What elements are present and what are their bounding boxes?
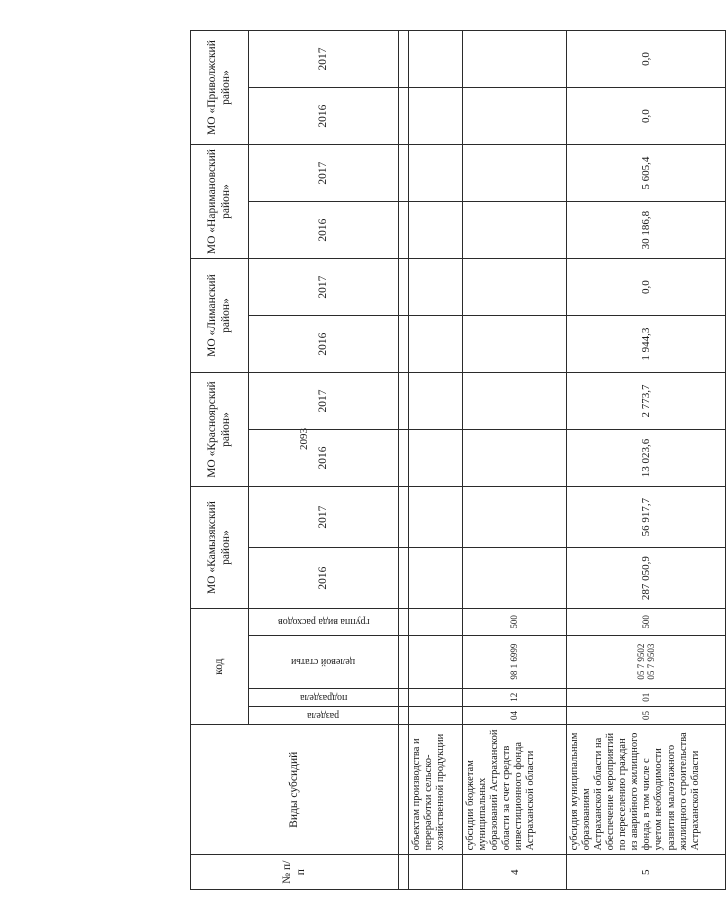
value-cell: 1 944,3: [567, 316, 726, 373]
spacer-cell: [399, 31, 409, 88]
header-code-razdel-cell: [249, 706, 399, 724]
spacer-cell: [399, 88, 409, 145]
value-cell: [463, 316, 567, 373]
table-row: [463, 31, 567, 890]
year-d4-2017: 2017: [249, 31, 399, 88]
header-district-2: МО «Лиманский район»: [191, 259, 249, 373]
row-csr: 98 1 6999: [463, 635, 567, 688]
value-cell: [463, 373, 567, 430]
value-cell: 0,0: [567, 88, 726, 145]
spacer-cell: [399, 725, 409, 855]
value-cell: [463, 487, 567, 548]
header-code-podrazdel-cell: [249, 688, 399, 706]
value-cell: [463, 202, 567, 259]
value-cell: [409, 430, 463, 487]
spacer-cell: [399, 316, 409, 373]
row-podrazdel: 12: [463, 688, 567, 706]
spacer-cell: [399, 145, 409, 202]
subsidy-table: [190, 30, 726, 890]
header-code-vr: группа вида расходов: [277, 616, 370, 628]
spacer-cell: [399, 373, 409, 430]
value-cell: 5 605,4: [567, 145, 726, 202]
row-razdel: [409, 706, 463, 724]
year-d0-2017: 2017: [249, 487, 399, 548]
value-cell: [463, 145, 567, 202]
spacer-cell: [399, 548, 409, 609]
spacer-cell: [399, 487, 409, 548]
row-csr: [409, 635, 463, 688]
value-cell: [463, 430, 567, 487]
header-code-vr-cell: [249, 609, 399, 635]
value-cell: [409, 145, 463, 202]
value-cell: 0,0: [567, 259, 726, 316]
year-d3-2016: 2016: [249, 202, 399, 259]
table-row: [567, 31, 726, 890]
row-vr: 500: [463, 609, 567, 635]
row-podrazdel: 01: [567, 688, 726, 706]
year-d4-2016: 2016: [249, 88, 399, 145]
row-type: субсидии бюджетам муниципальных образований Астраханской области за счет средств инвестиционного фонда Астраханской области: [463, 725, 567, 855]
value-cell: 0,0: [567, 31, 726, 88]
year-d0-2016: 2016: [249, 548, 399, 609]
row-podrazdel: [409, 688, 463, 706]
year-d1-2017: 2017: [249, 373, 399, 430]
year-d3-2017: 2017: [249, 145, 399, 202]
row-vr: [409, 609, 463, 635]
header-code-razdel: раздела: [307, 710, 340, 721]
year-d2-2017: 2017: [249, 259, 399, 316]
spacer-cell: [399, 706, 409, 724]
row-razdel: 05: [567, 706, 726, 724]
page-number: 2093: [298, 428, 310, 450]
header-district-3: МО «Наримановский район»: [191, 145, 249, 259]
spacer-cell: [399, 202, 409, 259]
spacer-cell: [399, 430, 409, 487]
value-cell: 2 773,7: [567, 373, 726, 430]
row-csr: 05 7 9502 05 7 9503: [567, 635, 726, 688]
spacer-cell: [399, 609, 409, 635]
spacer-cell: [399, 635, 409, 688]
row-type: субсидия муниципальным образованиям Астраханской области на обеспечение мероприятий по переселению граждан из аварийного жилищного фонда, в том числе с учетом необходимости развития малоэтажного жилищного строительства Астраханской области: [567, 725, 726, 855]
value-cell: [409, 202, 463, 259]
subsidy-table-container: [190, 30, 701, 890]
value-cell: [463, 259, 567, 316]
spacer-cell: [399, 259, 409, 316]
value-cell: 287 050,9: [567, 548, 726, 609]
value-cell: 13 023,6: [567, 430, 726, 487]
row-num: 5: [567, 855, 726, 890]
value-cell: [463, 88, 567, 145]
value-cell: 30 186,8: [567, 202, 726, 259]
value-cell: [409, 259, 463, 316]
value-cell: 56 917,7: [567, 487, 726, 548]
year-d1-2016: 2016: [249, 430, 399, 487]
header-num: № п/п: [191, 855, 399, 890]
value-cell: [409, 487, 463, 548]
value-cell: [409, 88, 463, 145]
table-row: [409, 31, 463, 890]
row-type: объектам производства и переработки сельско-хозяйственной продукции: [409, 725, 463, 855]
header-district-1: МО «Красноярский район»: [191, 373, 249, 487]
header-district-4: МО «Приволжский район»: [191, 31, 249, 145]
row-razdel: 04: [463, 706, 567, 724]
header-code: код: [191, 609, 249, 725]
spacer-cell: [399, 855, 409, 890]
header-code-csr-cell: [249, 635, 399, 688]
year-d2-2016: 2016: [249, 316, 399, 373]
value-cell: [463, 31, 567, 88]
value-cell: [409, 548, 463, 609]
value-cell: [409, 316, 463, 373]
header-code-csr: целевой статьи: [291, 656, 356, 668]
header-types: Виды субсидий: [191, 725, 399, 855]
header-district-0: МО «Камызякский район»: [191, 487, 249, 609]
row-num: [409, 855, 463, 890]
header-code-podrazdel: подраздела: [299, 691, 348, 703]
value-cell: [463, 548, 567, 609]
row-num: 4: [463, 855, 567, 890]
value-cell: [409, 373, 463, 430]
value-cell: [409, 31, 463, 88]
row-vr: 500: [567, 609, 726, 635]
spacer-cell: [399, 688, 409, 706]
